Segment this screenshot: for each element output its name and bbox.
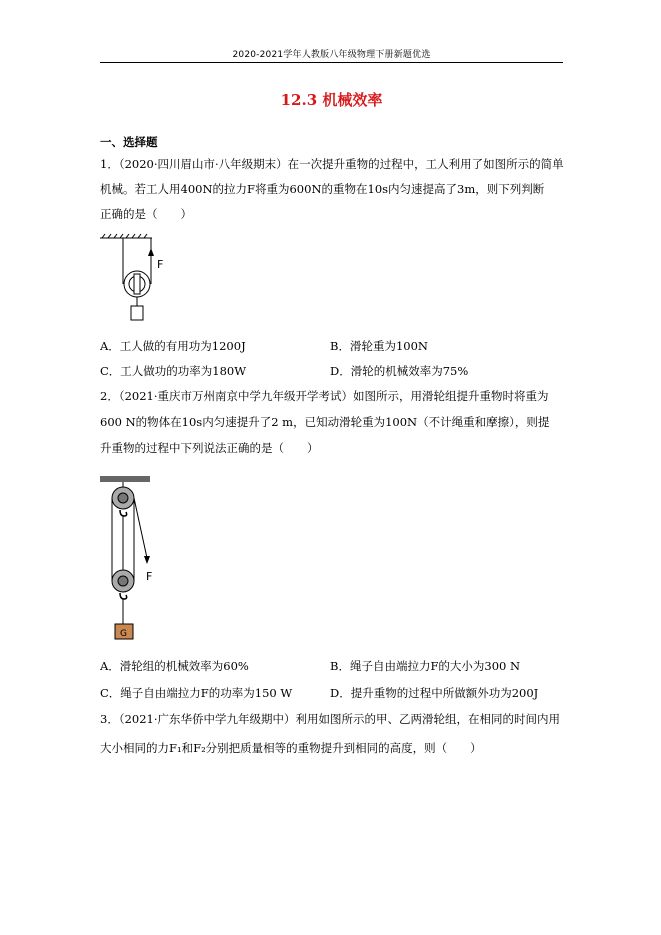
q1-option-d: D．滑轮的机械效率为75% bbox=[330, 364, 469, 378]
force-label: F bbox=[157, 258, 164, 271]
section-heading: 一、选择题 bbox=[100, 135, 158, 149]
q1-line-2: 机械。若工人用400N的拉力F将重为600N的重物在10s内匀速提高了3m，则下列判断 bbox=[100, 182, 545, 196]
q1-option-c: C．工人做功的功率为180W bbox=[100, 364, 247, 378]
page-title: 12.3 机械效率 bbox=[280, 91, 383, 109]
q2-option-c: C．绳子自由端拉力F的功率为150 W bbox=[100, 686, 293, 700]
force-label: F bbox=[146, 570, 153, 583]
q3-line-1: 3．（2021·广东华侨中学九年级期中）利用如图所示的甲、乙两滑轮组，在相同的时间内用 bbox=[100, 712, 560, 726]
q2-line-2: 600 N的物体在10s内匀速提升了2 m，已知动滑轮重为100N（不计绳重和摩擦），则提 bbox=[100, 415, 550, 429]
q2-option-d: D．提升重物的过程中所做额外功为200J bbox=[330, 686, 539, 700]
q3-line-2: 大小相同的力F₁和F₂分别把质量相等的重物提升到相同的高度，则（ ） bbox=[100, 741, 482, 755]
running-header: 2020-2021学年人教版八年级物理下册新题优选 bbox=[232, 50, 431, 60]
q2-line-3: 升重物的过程中下列说法正确的是（ ） bbox=[100, 441, 319, 455]
q2-option-a: A．滑轮组的机械效率为60% bbox=[100, 659, 249, 673]
q1-option-a: A．工人做的有用功为1200J bbox=[100, 339, 246, 353]
weight-label: G bbox=[120, 629, 127, 639]
q2-line-1: 2．（2021·重庆市万州南京中学九年级开学考试）如图所示，用滑轮组提升重物时将重为 bbox=[100, 389, 549, 403]
q2-option-b: B．绳子自由端拉力F的大小为300 N bbox=[330, 659, 521, 673]
weight-block bbox=[131, 306, 143, 320]
header-rule bbox=[100, 62, 563, 63]
q1-option-b: B．滑轮重为100N bbox=[330, 339, 428, 353]
q1-line-3: 正确的是（ ） bbox=[100, 207, 192, 221]
q1-line-1: 1．（2020·四川眉山市·八年级期末）在一次提升重物的过程中，工人利用了如图所示的简单 bbox=[100, 157, 564, 171]
ceiling bbox=[100, 476, 150, 482]
ceiling-hatch bbox=[100, 234, 152, 238]
q2-pulley-system-figure bbox=[100, 476, 170, 641]
q1-pulley-figure bbox=[100, 234, 180, 326]
